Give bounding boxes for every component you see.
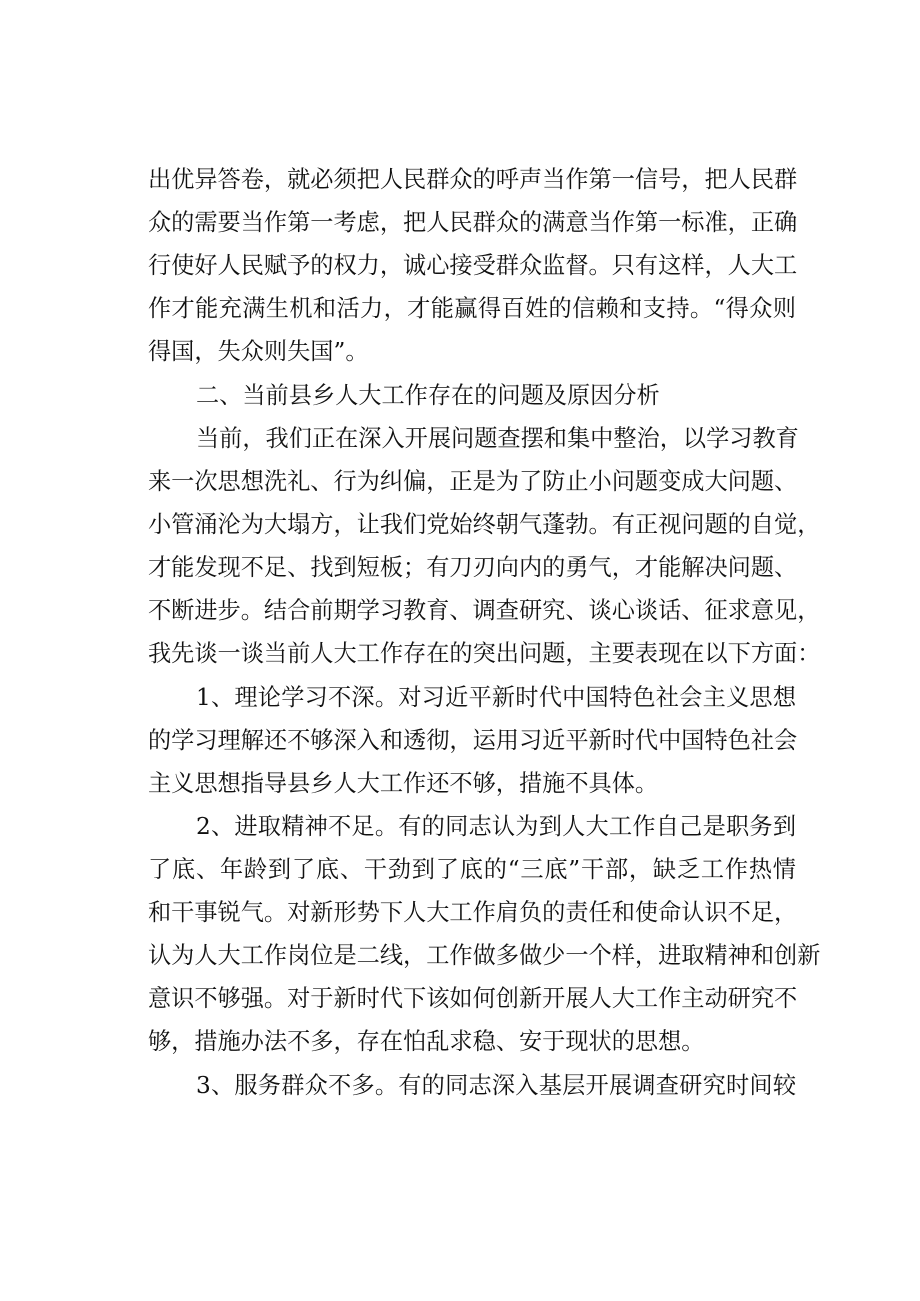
list-item-first-line: 2、进取精神不足。有的同志认为到人大工作自己是职务到 xyxy=(196,813,796,840)
list-item-first-line: 1、理论学习不深。对习近平新时代中国特色社会主义思想 xyxy=(196,684,796,711)
body-text-line: 认为人大工作岗位是二线，工作做多做少一个样，进取精神和创新 xyxy=(148,942,821,969)
body-text-line: 众的需要当作第一考虑，把人民群众的满意当作第一标准，正确 xyxy=(148,209,798,236)
body-text-line: 够，措施办法不多，存在怕乱求稳、安于现状的思想。 xyxy=(148,1028,705,1055)
list-item-first-line: 3、服务群众不多。有的同志深入基层开展调查研究时间较 xyxy=(196,1072,796,1099)
body-text-line: 不断进步。结合前期学习教育、调查研究、谈心谈话、征求意见， xyxy=(148,597,821,624)
body-text-line: 作才能充满生机和活力，才能赢得百姓的信赖和支持。“得众则 xyxy=(148,295,796,322)
body-text-line: 来一次思想洗礼、行为纠偏，正是为了防止小问题变成大问题、 xyxy=(148,468,798,495)
section-heading: 二、当前县乡人大工作存在的问题及原因分析 xyxy=(196,382,660,409)
body-text-line: 了底、年龄到了底、干劲到了底的“三底”干部，缺乏工作热情 xyxy=(148,856,796,883)
body-text-line: 主义思想指导县乡人大工作还不够，措施不具体。 xyxy=(148,770,659,797)
paragraph-first-line: 当前，我们正在深入开展问题查摆和集中整治，以学习教育 xyxy=(196,425,799,452)
body-text-line: 意识不够强。对于新时代下该如何创新开展人大工作主动研究不 xyxy=(148,985,798,1012)
body-text-line: 行使好人民赋予的权力，诚心接受群众监督。只有这样，人大工 xyxy=(148,252,798,279)
body-text-line: 小管涌沦为大塌方，让我们党始终朝气蓬勃。有正视问题的自觉， xyxy=(148,511,821,538)
body-text-line: 和干事锐气。对新形势下人大工作肩负的责任和使命认识不足， xyxy=(148,899,798,926)
body-text-line: 的学习理解还不够深入和透彻，运用习近平新时代中国特色社会 xyxy=(148,727,798,754)
body-text-line: 出优异答卷，就必须把人民群众的呼声当作第一信号，把人民群 xyxy=(148,166,798,193)
body-text-line: 才能发现不足、找到短板；有刀刃向内的勇气，才能解决问题、 xyxy=(148,554,798,581)
body-text-line: 我先谈一谈当前人大工作存在的突出问题，主要表现在以下方面： xyxy=(148,640,821,667)
body-text-line: 得国，失众则失国”。 xyxy=(148,338,369,365)
